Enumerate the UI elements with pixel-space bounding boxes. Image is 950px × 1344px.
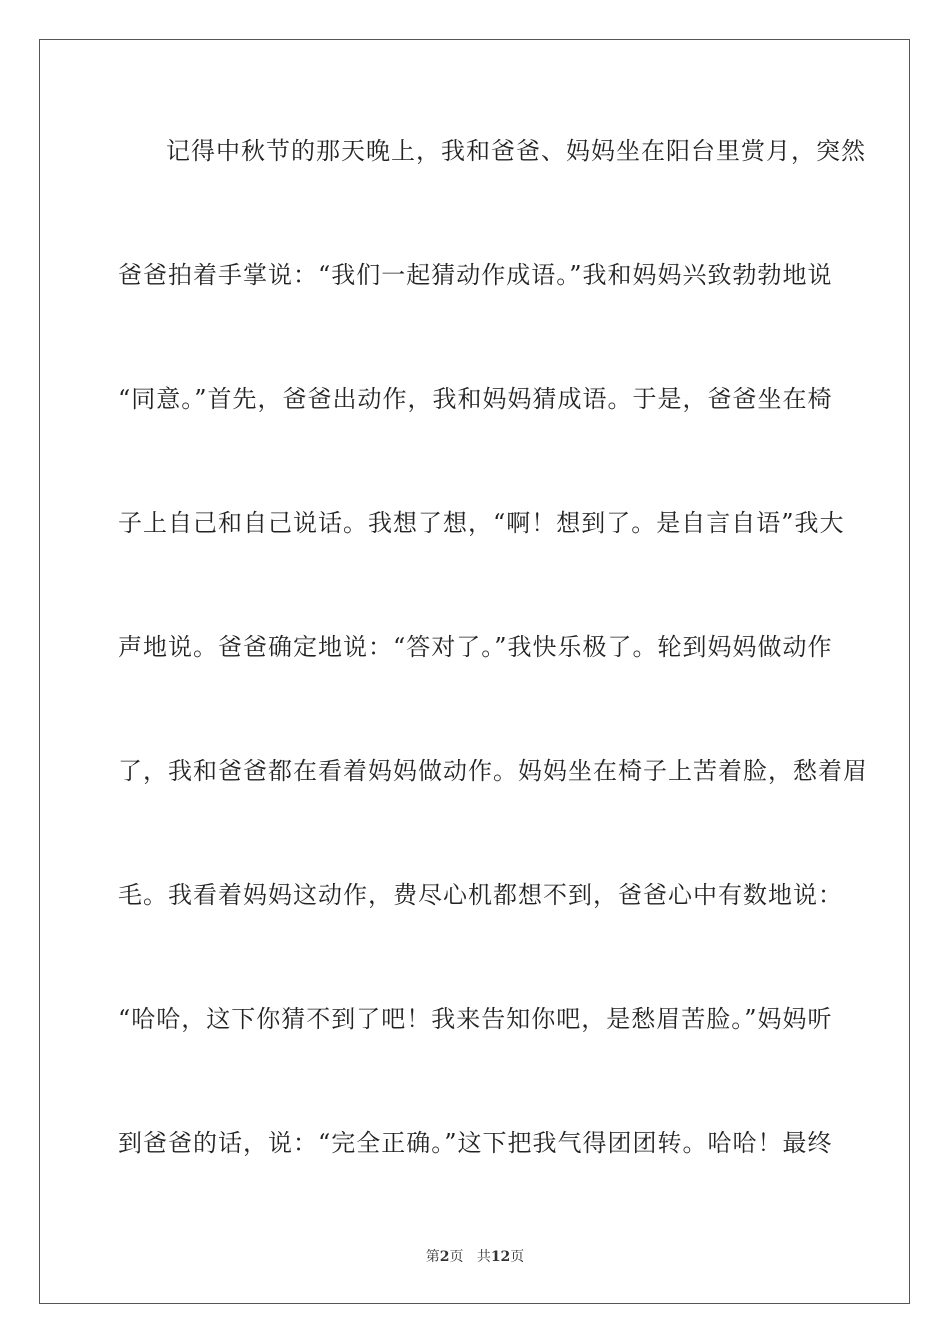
page-prefix: 第 <box>425 1249 440 1265</box>
paragraph-line-2: 爸爸拍着手掌说：“我们一起猜动作成语。”我和妈妈兴致勃勃地说 <box>118 261 833 289</box>
page-total: 12 <box>490 1249 511 1265</box>
document-body <box>118 126 868 1242</box>
page-footer <box>0 1246 950 1266</box>
paragraph-line-3: “同意。”首先，爸爸出动作，我和妈妈猜成语。于是，爸爸坐在椅 <box>118 385 833 413</box>
page-current: 2 <box>439 1249 450 1265</box>
total-suffix: 页 <box>510 1249 525 1265</box>
paragraph-line-9: 到爸爸的话，说：“完全正确。”这下把我气得团团转。哈哈！最终 <box>118 1129 833 1157</box>
paragraph-line-8: “哈哈，这下你猜不到了吧！我来告知你吧，是愁眉苦脸。”妈妈听 <box>118 1005 833 1033</box>
paragraph-line-4: 子上自己和自己说话。我想了想，“啊！想到了。是自言自语”我大 <box>118 509 845 537</box>
paragraph-line-7: 毛。我看着妈妈这动作，费尽心机都想不到，爸爸心中有数地说： <box>118 881 843 909</box>
total-prefix: 共 <box>476 1249 491 1265</box>
paragraph-line-5: 声地说。爸爸确定地说：“答对了。”我快乐极了。轮到妈妈做动作 <box>118 633 833 661</box>
paragraph-line-1: 记得中秋节的那天晚上，我和爸爸、妈妈坐在阳台里赏月，突然 <box>166 137 866 165</box>
paragraph-line-6: 了，我和爸爸都在看着妈妈做动作。妈妈坐在椅子上苦着脸，愁着眉 <box>118 757 868 785</box>
page-suffix: 页 <box>449 1249 464 1265</box>
